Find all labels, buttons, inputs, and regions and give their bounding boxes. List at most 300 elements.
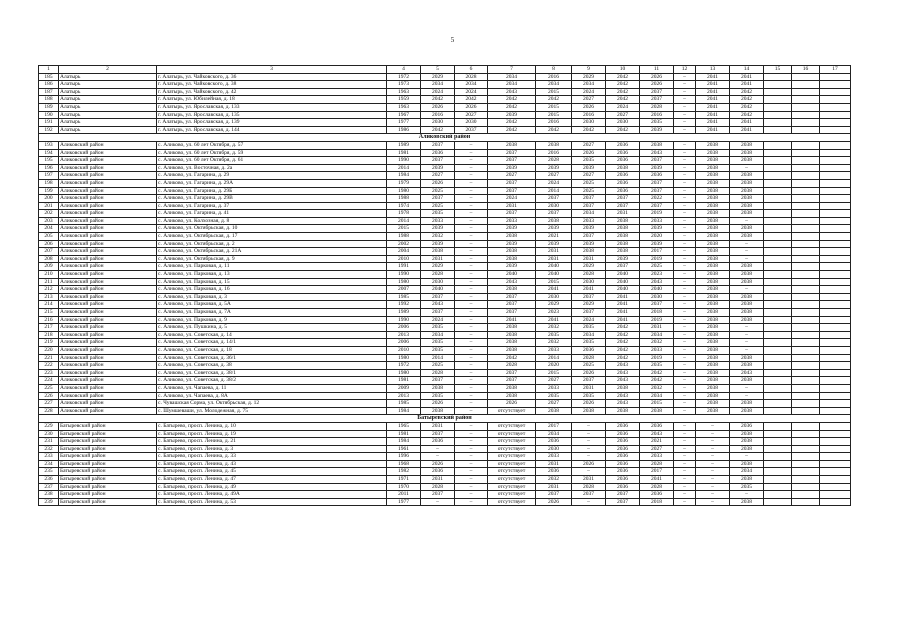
table-cell: 2031 <box>421 476 455 484</box>
table-cell: – <box>674 407 696 415</box>
table-cell: 2038 <box>730 149 764 157</box>
table-cell: 214 <box>39 301 59 309</box>
table-cell: – <box>674 96 696 104</box>
table-cell: 2025 <box>421 187 455 195</box>
table-cell: 2042 <box>606 324 640 332</box>
table-cell: 1981 <box>387 149 421 157</box>
table-cell: – <box>455 400 488 408</box>
table-cell: 2032 <box>421 233 455 241</box>
table-cell: 2027 <box>455 111 488 119</box>
table-cell: 2037 <box>572 202 606 210</box>
table-cell: с. Батырево, просп. Ленина, д. 43 <box>157 460 387 468</box>
table-cell: – <box>455 271 488 279</box>
table-row <box>39 331 851 339</box>
table-cell: 2037 <box>488 301 536 309</box>
table-cell: 2041 <box>730 81 764 89</box>
table-row <box>39 248 851 256</box>
table-cell <box>792 377 820 385</box>
table-cell: 2038 <box>696 331 730 339</box>
table-cell <box>764 498 792 506</box>
table-cell: с. Батырево, просп. Ленина, д. 47 <box>157 476 387 484</box>
table-cell <box>764 309 792 317</box>
table-cell: 2038 <box>488 255 536 263</box>
table-cell: – <box>455 233 488 241</box>
table-cell: с. Аликово, ул. Советская, д. 18 <box>157 346 387 354</box>
table-cell: 232 <box>39 445 59 453</box>
table-cell: Аликовский район <box>59 271 157 279</box>
table-row <box>39 195 851 203</box>
table-cell: Аликовский район <box>59 377 157 385</box>
table-cell: – <box>674 187 696 195</box>
table-cell: – <box>674 354 696 362</box>
table-cell: 1984 <box>387 438 421 446</box>
table-cell: 224 <box>39 377 59 385</box>
table-cell: – <box>674 293 696 301</box>
table-row <box>39 468 851 476</box>
column-number-cell: 17 <box>820 66 851 74</box>
table-row <box>39 445 851 453</box>
table-cell: с. Аликово, ул. Гагарина, д. 29Б <box>157 187 387 195</box>
table-body <box>39 73 851 506</box>
table-cell: 219 <box>39 339 59 347</box>
table-cell: – <box>696 491 730 499</box>
table-cell: 2026 <box>572 103 606 111</box>
table-cell: 197 <box>39 172 59 180</box>
table-cell <box>792 149 820 157</box>
table-cell: 2038 <box>696 278 730 286</box>
table-cell: Аликовский район <box>59 316 157 324</box>
table-cell: 191 <box>39 119 59 127</box>
table-cell: – <box>455 453 488 461</box>
table-cell: 2038 <box>696 293 730 301</box>
table-cell: 2038 <box>696 255 730 263</box>
table-cell: – <box>674 271 696 279</box>
table-cell: 2035 <box>730 483 764 491</box>
table-cell: 2034 <box>488 81 536 89</box>
table-cell <box>764 369 792 377</box>
table-cell <box>820 225 851 233</box>
table-cell: – <box>455 248 488 256</box>
table-cell: Аликовский район <box>59 407 157 415</box>
table-cell: с. Аликово, ул. Парковая, д. 3 <box>157 293 387 301</box>
table-cell <box>764 354 792 362</box>
table-cell: 2037 <box>488 157 536 165</box>
table-cell: 2035 <box>572 392 606 400</box>
table-cell: 2032 <box>536 339 572 347</box>
table-cell: 2038 <box>606 240 640 248</box>
table-cell: с. Батырево, просп. Ленина, д. 33 <box>157 453 387 461</box>
table-cell: 2024 <box>572 88 606 96</box>
table-cell: – <box>455 491 488 499</box>
table-cell: 2038 <box>572 407 606 415</box>
table-cell: 2038 <box>696 179 730 187</box>
table-cell: – <box>696 468 730 476</box>
table-cell: 2031 <box>572 384 606 392</box>
table-cell: с. Аликово, ул. Парковая, д. 11 <box>157 263 387 271</box>
table-cell: с. Шумшеваши, ул. Молодежная, д. 75 <box>157 407 387 415</box>
table-cell: 2038 <box>730 293 764 301</box>
table-cell: 2038 <box>488 339 536 347</box>
table-cell <box>792 210 820 218</box>
table-cell <box>792 263 820 271</box>
table-cell: 2041 <box>640 476 674 484</box>
table-cell: 2037 <box>421 309 455 317</box>
table-cell <box>820 103 851 111</box>
table-cell: 2039 <box>640 225 674 233</box>
column-number-cell: 8 <box>536 66 572 74</box>
table-cell: Аликовский район <box>59 164 157 172</box>
table-cell: 2038 <box>536 141 572 149</box>
table-cell <box>792 316 820 324</box>
table-cell: 2015 <box>536 88 572 96</box>
table-cell: – <box>730 286 764 294</box>
table-cell: – <box>674 460 696 468</box>
table-cell: – <box>455 301 488 309</box>
table-cell: 189 <box>39 103 59 111</box>
table-cell: – <box>421 498 455 506</box>
section-header-row <box>39 134 851 142</box>
table-cell: – <box>455 498 488 506</box>
table-cell <box>792 164 820 172</box>
table-cell: – <box>674 498 696 506</box>
table-cell: 2038 <box>730 400 764 408</box>
table-cell: 2030 <box>536 202 572 210</box>
table-cell <box>820 88 851 96</box>
table-cell: 2038 <box>488 346 536 354</box>
table-cell <box>792 119 820 127</box>
table-cell <box>792 248 820 256</box>
table-cell: 2030 <box>421 119 455 127</box>
table-cell: 230 <box>39 430 59 438</box>
table-cell: 2020 <box>640 233 674 241</box>
table-cell: – <box>674 483 696 491</box>
table-cell <box>792 96 820 104</box>
table-cell: Аликовский район <box>59 369 157 377</box>
table-cell: 2037 <box>421 377 455 385</box>
table-cell: 2034 <box>640 331 674 339</box>
table-cell: – <box>455 422 488 430</box>
table-cell <box>792 407 820 415</box>
table-cell: 2043 <box>488 88 536 96</box>
table-row <box>39 126 851 134</box>
table-cell: 2038 <box>696 233 730 241</box>
table-cell <box>792 369 820 377</box>
table-cell: с. Батырево, просп. Ленина, д. 19 <box>157 430 387 438</box>
table-cell: 2035 <box>421 324 455 332</box>
table-cell: 1990 <box>387 316 421 324</box>
table-cell: – <box>455 362 488 370</box>
table-cell: 2038 <box>730 301 764 309</box>
table-cell: 2029 <box>572 301 606 309</box>
table-cell <box>792 384 820 392</box>
table-cell <box>820 202 851 210</box>
table-cell: 1989 <box>387 141 421 149</box>
table-cell: 2042 <box>488 354 536 362</box>
table-cell: 2039 <box>536 225 572 233</box>
table-cell <box>764 438 792 446</box>
table-cell: – <box>455 293 488 301</box>
table-cell: Батыревский район <box>59 430 157 438</box>
table-cell: 2032 <box>536 324 572 332</box>
table-cell: – <box>455 460 488 468</box>
table-cell: Аликовский район <box>59 141 157 149</box>
table-cell: 1978 <box>387 210 421 218</box>
table-cell <box>820 96 851 104</box>
table-cell: 2017 <box>640 248 674 256</box>
table-cell: 2037 <box>640 157 674 165</box>
table-cell: Алатырь <box>59 111 157 119</box>
table-row <box>39 346 851 354</box>
table-cell: 1991 <box>387 263 421 271</box>
table-cell: с. Аликово, ул. 60 лет Октября, д. 61 <box>157 157 387 165</box>
table-cell: Аликовский район <box>59 179 157 187</box>
table-cell: – <box>674 476 696 484</box>
table-cell: 2037 <box>606 202 640 210</box>
table-row <box>39 103 851 111</box>
table-cell: 1979 <box>387 179 421 187</box>
table-cell: 2041 <box>606 316 640 324</box>
table-cell: Аликовский район <box>59 362 157 370</box>
table-cell: – <box>455 141 488 149</box>
table-cell: 1985 <box>387 400 421 408</box>
table-cell: – <box>572 453 606 461</box>
table-cell: 1977 <box>387 119 421 127</box>
table-cell: 2043 <box>640 430 674 438</box>
column-number-row <box>39 66 851 74</box>
table-cell: 2037 <box>572 293 606 301</box>
table-cell: 2038 <box>488 233 536 241</box>
table-cell <box>764 445 792 453</box>
table-cell <box>820 263 851 271</box>
table-cell: 2007 <box>387 286 421 294</box>
table-cell <box>820 491 851 499</box>
table-cell: 2038 <box>730 202 764 210</box>
table-cell: 2031 <box>606 210 640 218</box>
table-cell <box>764 202 792 210</box>
table-cell: 2032 <box>640 339 674 347</box>
table-cell: 2038 <box>696 377 730 385</box>
table-cell: отсутствует <box>488 460 536 468</box>
table-cell: Батыревский район <box>59 453 157 461</box>
table-cell: – <box>455 210 488 218</box>
table-cell: 2036 <box>606 438 640 446</box>
table-cell: 2042 <box>606 331 640 339</box>
table-cell: 2009 <box>387 384 421 392</box>
table-cell: 223 <box>39 369 59 377</box>
table-cell: 2037 <box>572 491 606 499</box>
table-cell: 2037 <box>536 195 572 203</box>
table-cell: – <box>696 483 730 491</box>
table-cell <box>820 172 851 180</box>
table-cell <box>792 301 820 309</box>
column-number-cell: 10 <box>606 66 640 74</box>
table-row <box>39 179 851 187</box>
table-cell <box>764 187 792 195</box>
table-cell: 2042 <box>421 96 455 104</box>
table-cell: – <box>730 392 764 400</box>
table-cell <box>820 498 851 506</box>
table-cell: 2037 <box>421 195 455 203</box>
table-cell: 2034 <box>640 392 674 400</box>
table-cell: 2038 <box>730 476 764 484</box>
table-cell <box>820 346 851 354</box>
table-cell: – <box>455 324 488 332</box>
table-row <box>39 400 851 408</box>
table-cell: 2026 <box>455 103 488 111</box>
table-cell: – <box>674 225 696 233</box>
table-cell: с. Аликово, ул. Парковая, д. 5А <box>157 301 387 309</box>
table-row <box>39 483 851 491</box>
table-cell: – <box>674 240 696 248</box>
table-cell: с. Аликово, ул. Гагарина, д. 29А <box>157 179 387 187</box>
table-cell: – <box>455 407 488 415</box>
table-cell <box>764 210 792 218</box>
table-cell: 2026 <box>421 179 455 187</box>
table-cell: с. Аликово, ул. Колхозная, д. 8 <box>157 217 387 225</box>
table-cell: – <box>455 217 488 225</box>
table-cell: 2040 <box>606 278 640 286</box>
table-cell: 2031 <box>536 483 572 491</box>
table-cell <box>820 339 851 347</box>
table-cell <box>764 240 792 248</box>
table-cell: 2028 <box>421 483 455 491</box>
table-cell <box>820 126 851 134</box>
table-cell: 2038 <box>730 233 764 241</box>
table-cell <box>792 225 820 233</box>
table-cell: 2038 <box>696 202 730 210</box>
table-cell <box>792 438 820 446</box>
table-cell <box>764 179 792 187</box>
table-cell <box>792 157 820 165</box>
table-row <box>39 157 851 165</box>
table-cell: 2038 <box>696 271 730 279</box>
table-cell: 2037 <box>536 210 572 218</box>
table-cell: 2038 <box>488 248 536 256</box>
table-cell: 2019 <box>640 255 674 263</box>
table-cell <box>820 271 851 279</box>
table-cell <box>792 293 820 301</box>
table-cell: Аликовский район <box>59 217 157 225</box>
table-cell: 2039 <box>488 240 536 248</box>
table-cell: Аликовский район <box>59 225 157 233</box>
column-number-cell: 7 <box>488 66 536 74</box>
table-cell: отсутствует <box>488 445 536 453</box>
table-cell <box>820 377 851 385</box>
table-cell <box>764 103 792 111</box>
table-cell: 2043 <box>640 278 674 286</box>
table-cell <box>820 483 851 491</box>
table-cell: 2038 <box>730 187 764 195</box>
table-cell: 2015 <box>387 225 421 233</box>
table-cell: с. Аликово, ул. Советская, д. 14/1 <box>157 339 387 347</box>
table-cell: 1984 <box>387 407 421 415</box>
table-cell <box>820 119 851 127</box>
table-row <box>39 240 851 248</box>
table-cell: 1980 <box>387 278 421 286</box>
table-cell: 1988 <box>387 195 421 203</box>
table-cell: 2024 <box>455 88 488 96</box>
column-number-cell: 1 <box>39 66 59 74</box>
table-cell <box>764 362 792 370</box>
table-cell: 200 <box>39 195 59 203</box>
table-cell: 2041 <box>488 316 536 324</box>
table-cell: 2021 <box>536 233 572 241</box>
table-cell: 204 <box>39 225 59 233</box>
table-cell: с. Батырево, просп. Ленина, д. 53 <box>157 498 387 506</box>
table-cell <box>792 430 820 438</box>
table-cell: 231 <box>39 438 59 446</box>
table-row <box>39 369 851 377</box>
table-cell: 2038 <box>421 248 455 256</box>
table-cell: 2038 <box>488 331 536 339</box>
table-cell: 2038 <box>730 278 764 286</box>
table-cell <box>792 240 820 248</box>
table-cell: 201 <box>39 202 59 210</box>
table-cell: – <box>455 369 488 377</box>
column-number-cell: 11 <box>640 66 674 74</box>
table-cell: с. Аликово, ул. Советская, д. 38/2 <box>157 377 387 385</box>
table-cell: – <box>572 445 606 453</box>
table-cell: – <box>674 111 696 119</box>
table-cell: 2038 <box>696 225 730 233</box>
table-cell: 2027 <box>606 111 640 119</box>
table-cell: – <box>455 225 488 233</box>
table-cell: 212 <box>39 286 59 294</box>
table-cell: – <box>455 286 488 294</box>
table-cell: 2033 <box>572 217 606 225</box>
table-cell: – <box>730 491 764 499</box>
table-cell: с. Аликово, ул. Октябрьская, д. 17 <box>157 233 387 241</box>
table-cell: – <box>730 453 764 461</box>
table-cell: с. Чувашская Сорма, ул. Октябрьская, д. 12 <box>157 400 387 408</box>
table-cell: отсутствует <box>488 407 536 415</box>
table-cell: 2038 <box>572 248 606 256</box>
table-cell: 2037 <box>455 126 488 134</box>
table-cell: 2002 <box>387 240 421 248</box>
table-cell: – <box>674 346 696 354</box>
table-cell: – <box>455 263 488 271</box>
table-cell: с. Аликово, ул. Пушкина, д. 5 <box>157 324 387 332</box>
table-cell: – <box>674 88 696 96</box>
table-cell: 2040 <box>606 271 640 279</box>
section-label: Батыревский район <box>39 415 851 423</box>
table-cell <box>820 309 851 317</box>
table-cell: 2033 <box>421 217 455 225</box>
table-row <box>39 141 851 149</box>
table-cell: 2039 <box>572 240 606 248</box>
table-cell: 2013 <box>387 331 421 339</box>
table-cell: 2037 <box>488 149 536 157</box>
table-cell: 2042 <box>536 96 572 104</box>
table-cell: 2026 <box>640 81 674 89</box>
table-cell: отсутствует <box>488 476 536 484</box>
table-cell <box>820 179 851 187</box>
table-cell: 2036 <box>606 460 640 468</box>
table-cell: с. Батырево, просп. Ленина, д. 3 <box>157 445 387 453</box>
table-cell: 2037 <box>488 309 536 317</box>
table-cell: Аликовский район <box>59 187 157 195</box>
table-cell: – <box>674 331 696 339</box>
table-cell: 2016 <box>536 73 572 81</box>
table-cell: 2004 <box>387 248 421 256</box>
table-cell: 2038 <box>730 430 764 438</box>
table-row <box>39 377 851 385</box>
table-cell: 2025 <box>421 202 455 210</box>
table-cell: 2043 <box>606 377 640 385</box>
table-cell: 2043 <box>488 278 536 286</box>
table-cell: 2041 <box>696 119 730 127</box>
table-cell: 2036 <box>606 445 640 453</box>
